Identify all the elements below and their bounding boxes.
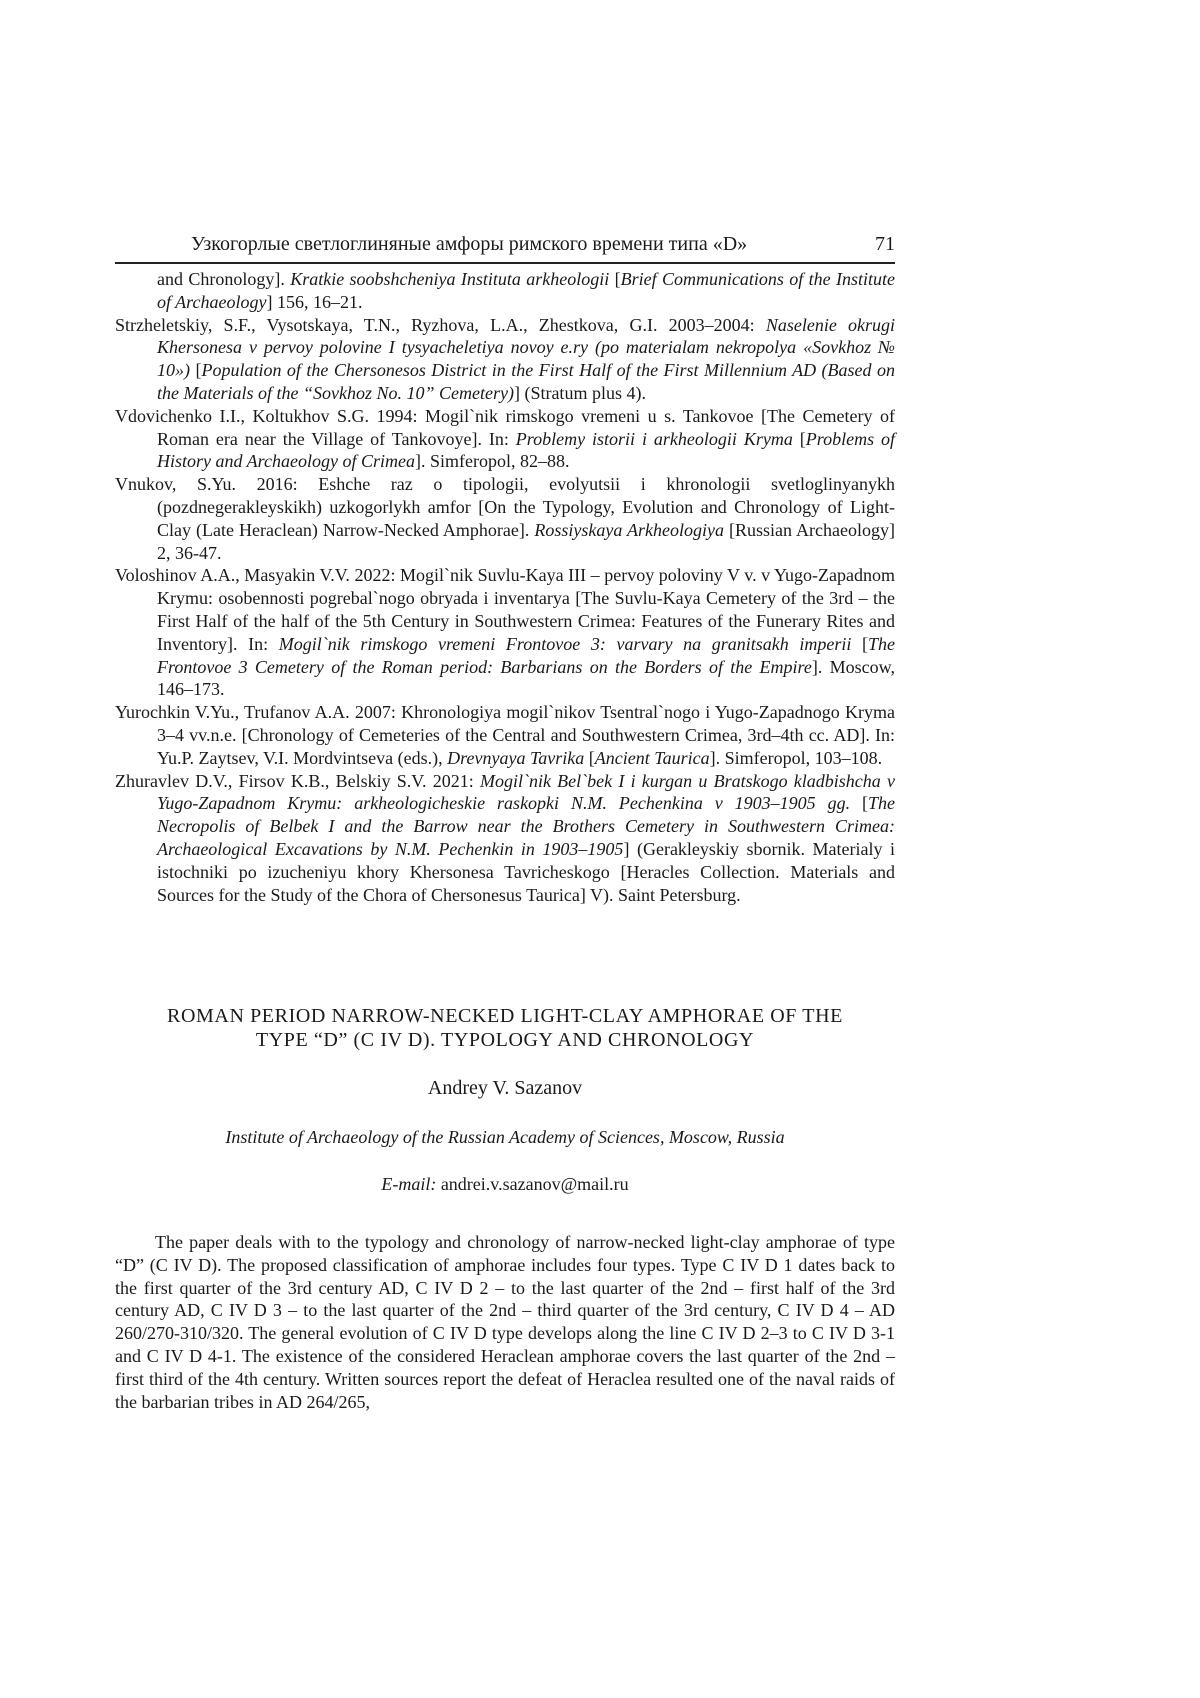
reference-text: ] (Gerakleyskiy sbornik. Materialy i istochniki po izucheniyu khory Khersonesa Tavricheskogo [Heracles Collection. Materials and Sources for the Study of the Chora of Chersonesus Taurica] V). Saint Petersburg.: [157, 838, 896, 905]
reference-list: [115, 268, 895, 906]
reference-text: [: [190, 360, 202, 381]
article-title-line-2: TYPE “D” (C IV D). TYPOLOGY AND CHRONOLOGY: [255, 1029, 755, 1051]
reference-text: Vdovichenko I.I., Koltukhov S.G. 1994: Mogil`nik rimskogo vremeni u s. Tankovoe [The Cemetery of Roman era near the Village of Tankovoye]. In:: [115, 405, 895, 449]
reference-italic-text: Population of the Chersonesos District in the First Half of the First Millennium AD (Based on the Materials of the “Sovkhoz No. 10” Cemetery): [157, 360, 895, 403]
reference-entry: [115, 405, 895, 473]
reference-text: Yurochkin V.Yu., Trufanov A.A. 2007: Khronologiya mogil`nikov Tsentral`nogo i Yugo-Zapadnogo Kryma 3–4 vv.n.e. [Chronology of Cemeteries of the Central and Southwestern Crimea, 3rd–4th cc. AD]. In: Yu.P. Zaytsev, V.I. Mordvintseva (eds.),: [115, 702, 895, 768]
reference-italic-text: Problemy istorii i arkheologii Kryma: [515, 428, 793, 449]
reference-text: ]. Moscow, 146–173.: [157, 656, 895, 700]
reference-text: ] (Stratum plus 4).: [513, 382, 646, 403]
reference-italic-text: Mogil`nik rimskogo vremeni Frontovoe 3: varvary na granitsakh imperii: [278, 633, 852, 654]
reference-italic-text: The Necropolis of Belbek I and the Barrow near the Brothers Cemetery in Southwestern Crimea: Archaeological Excavations by N.M. Pechenkin in 1903–1905: [157, 793, 895, 859]
reference-italic-text: Ancient Taurica: [594, 747, 710, 768]
reference-italic-text: Naselenie okrugi Khersonesa v pervoy polovine I tysyacheletiya novoy e.ry (po materialam nekropolya «Sovkhoz № 10»): [157, 314, 895, 381]
header-rule: [115, 262, 895, 264]
page-number: 71: [875, 233, 895, 255]
reference-text: [: [850, 793, 868, 814]
author-affiliation: Institute of Archaeology of the Russian Academy of Sciences, Moscow, Russia: [225, 1127, 785, 1147]
reference-italic-text: Brief Communications of the Institute of Archaeology: [157, 269, 895, 312]
running-header-title: Узкогорлые светлоглиняные амфоры римского времени типа «D»: [191, 233, 748, 255]
email-label: E-mail:: [381, 1174, 437, 1194]
reference-text: Zhuravlev D.V., Firsov K.B., Belskiy S.V. 2021:: [115, 770, 480, 791]
reference-text: [: [609, 269, 621, 289]
reference-entry: [115, 701, 895, 769]
reference-text: ]. Simferopol, 103–108.: [709, 747, 883, 768]
email-address[interactable]: andrei.v.sazanov@mail.ru: [440, 1174, 629, 1194]
reference-text: [: [584, 747, 595, 768]
reference-italic-text: Kratkie soobshcheniya Instituta arkheologii: [290, 269, 610, 289]
reference-entry: [115, 314, 895, 405]
reference-text: [Russian Archaeology] 2, 36-47.: [157, 519, 896, 563]
reference-entry: [115, 268, 895, 314]
reference-text: and Chronology].: [157, 269, 291, 289]
reference-italic-text: Drevnyaya Tavrika: [447, 747, 585, 768]
reference-text: [: [851, 633, 868, 654]
reference-text: Strzheletskiy, S.F., Vysotskaya, T.N., Ryzhova, L.A., Zhestkova, G.I. 2003–2004:: [115, 314, 766, 335]
reference-text: ]. Simferopol, 82–88.: [414, 451, 570, 472]
reference-italic-text: Problems of History and Archaeology of Crimea: [157, 428, 896, 472]
reference-italic-text: The Frontovoe 3 Cemetery of the Roman period: Barbarians on the Borders of the Empire: [157, 633, 895, 677]
reference-text: [: [792, 428, 806, 449]
article-title: [115, 1004, 895, 1052]
reference-entry: [115, 564, 895, 701]
author-email: [115, 1173, 895, 1195]
reference-text: ] 156, 16–21.: [266, 291, 363, 312]
author-name: Andrey V. Sazanov: [427, 1077, 583, 1099]
article-title-line-1: ROMAN PERIOD NARROW-NECKED LIGHT-CLAY AMPHORAE OF THE: [167, 1005, 843, 1027]
reference-text: Vnukov, S.Yu. 2016: Eshche raz o tipologii, evolyutsii i khronologii svetloglinyanykh (pozdnegerakleyskikh) uzkogorlykh amfor [On the Typology, Evolution and Chronology of Light-Clay (Late Heraclean) Narrow-Necked Amphorae].: [115, 474, 895, 540]
reference-text: Voloshinov A.A., Masyakin V.V. 2022: Mogil`nik Suvlu-Kaya III – pervoy poloviny V v. v Yugo-Zapadnom Krymu: osobennosti pogrebal`nogo obryada i inventarya [The Suvlu-Kaya Cemetery of the 3rd – the First Half of the half of the 5th Century in Southwestern Crimea: Features of the Funerary Rites and Inventory]. In:: [115, 565, 895, 654]
reference-italic-text: Rossiyskaya Arkheologiya: [534, 519, 725, 540]
reference-entry: [115, 473, 895, 564]
abstract-paragraph: The paper deals with to the typology and chronology of narrow-necked light-clay amphorae of type “D” (C IV D). The proposed classification of amphorae includes four types. Type C IV D 1 dates back to the first quarter of the 3rd century AD, C IV D 2 – to the last quarter of the 2nd – first half of the 3rd century AD, C IV D 3 – to the last quarter of the 2nd – third quarter of the 3rd century, C IV D 4 – AD 260/270-310/320. The general evolution of C IV D type develops along the line C IV D 2–3 to C IV D 3-1 and C IV D 4-1. The existence of the considered Heraclean amphorae covers the last quarter of the 2nd – first third of the 4th century. Written sources report the defeat of Heraclea resulted one of the naval raids of the barbarian tribes in AD 264/265,: [115, 1232, 895, 1412]
reference-italic-text: Mogil`nik Bel`bek I i kurgan u Bratskogo kladbishcha v Yugo-Zapadnom Krymu: arkheologicheskie raskopki N.M. Pechenkina v 1903–1905 gg.: [157, 770, 895, 814]
reference-entry: [115, 770, 895, 907]
